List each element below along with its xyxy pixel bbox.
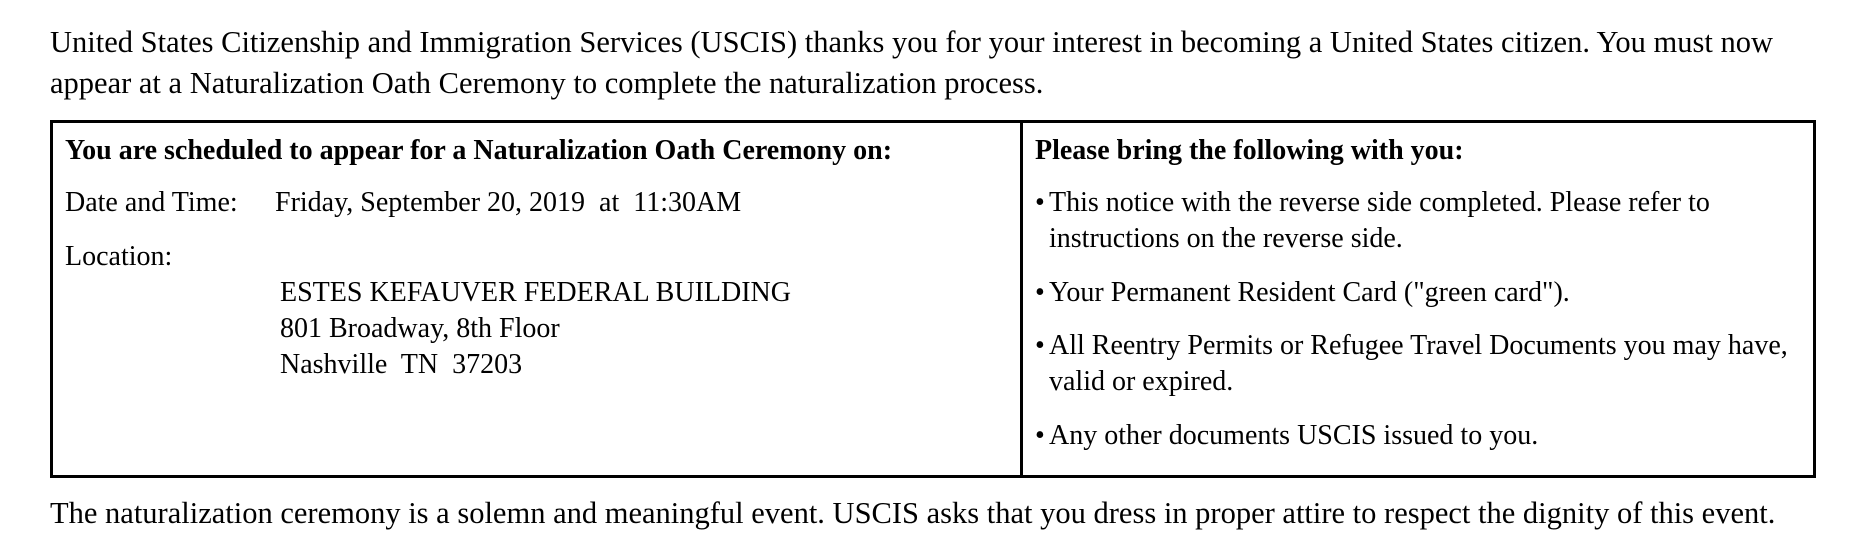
bring-item-text: Any other documents USCIS issued to you. xyxy=(1049,420,1539,451)
bring-item-text: This notice with the reverse side completed. Please refer to instructions on the reverse side. xyxy=(1049,187,1710,254)
date-time-label: Date and Time: xyxy=(65,187,238,218)
bullet-icon: • xyxy=(1035,420,1045,451)
bring-list-item xyxy=(1035,328,1815,400)
address-building: ESTES KEFAUVER FEDERAL BUILDING xyxy=(280,277,791,308)
outro-paragraph: The naturalization ceremony is a solemn and meaningful event. USCIS asks that you dress in proper attire to respect the dignity of this event. xyxy=(50,496,1776,530)
location-label: Location: xyxy=(65,241,173,272)
schedule-heading: You are scheduled to appear for a Naturalization Oath Ceremony on: xyxy=(65,135,893,166)
address-street: 801 Broadway, 8th Floor xyxy=(280,313,560,344)
bring-item-text: All Reentry Permits or Refugee Travel Documents you may have, valid or expired. xyxy=(1049,330,1788,397)
bring-item-text: Your Permanent Resident Card ("green card"). xyxy=(1049,277,1570,308)
address-city-state-zip: Nashville TN 37203 xyxy=(280,349,523,380)
ceremony-notice-table xyxy=(50,120,1816,478)
bullet-icon: • xyxy=(1035,277,1045,308)
bring-list-item xyxy=(1035,185,1815,257)
bring-list-item xyxy=(1035,275,1815,311)
bullet-icon: • xyxy=(1035,330,1045,361)
date-time-value: Friday, September 20, 2019 at 11:30AM xyxy=(275,187,742,218)
column-divider xyxy=(1020,123,1023,475)
bring-list-item xyxy=(1035,418,1815,454)
bullet-icon: • xyxy=(1035,187,1045,218)
intro-paragraph: United States Citizenship and Immigration Services (USCIS) thanks you for your interest in becoming a United States citizen. You must now appear at a Naturalization Oath Ceremony to complete the naturalization process. xyxy=(50,25,1774,100)
bring-heading: Please bring the following with you: xyxy=(1035,135,1464,166)
